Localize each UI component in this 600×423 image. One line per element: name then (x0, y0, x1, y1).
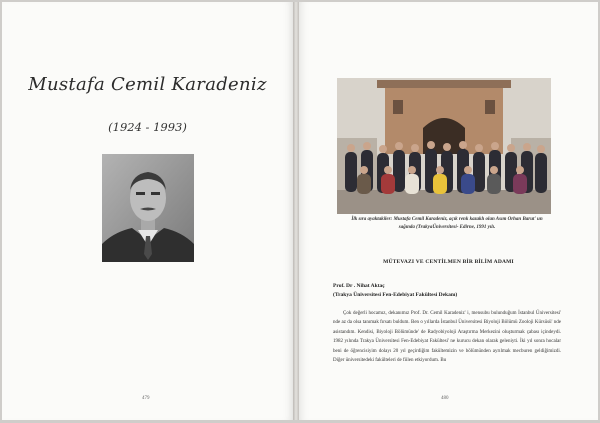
group-photo-illustration (337, 78, 551, 214)
memorial-name-title: Mustafa Cemil Karadeniz (28, 74, 267, 95)
right-page (299, 2, 598, 420)
section-title: MÜTEVAZI VE CENTİLMEN BİR BİLİM ADAMI (383, 259, 514, 265)
photo-caption: İlk sıra ayaktakiler: Mustafa Cemil Karadeniz, açık renk kazaklı olan Asım Orhan Barut' un sağında (TrakyaÜniversitesi- Edirne, 1991 yılı. (351, 217, 543, 230)
body-paragraph: Çok değerli hocamız, dekanımız Prof. Dr. Cemil Karadeniz' i, mensubu bulunduğum İstanbul Üniversitesi' nde az da olsa tanımak fırsatı buldum. Ben o yıllarda İstanbul Üniversitesi Biyoloji Bölümü Zooloji Kürsüsü' nde asistandım. Kendisi, Biyoloji Bölümünde' de Radyobiyoloji Araştırma Merkezini oluşturmak çabası içindeydi. 1982 yılında Trakya Üniversitesi Fen-Edebiyat Fakültesi' ne kurucu dekan olarak geleniyti. İki yıl sonra hocalar beni de öğrencisiyim dolayı 20 yıl geçirdiğim fakültemizin ve bölümünden ayrılmak mecburen geldiğimizdi. Diğer üniversitedeki fakülteleri de fiilen etkiyordum. Bu (333, 311, 561, 364)
portrait-illustration (102, 154, 194, 262)
author-name: Prof. Dr . Nihat Aktaç (333, 283, 385, 289)
left-page (2, 2, 293, 420)
page-number-left: 479 (142, 396, 150, 401)
group-photo (337, 78, 551, 214)
page-number-right: 480 (441, 396, 449, 401)
author-affiliation: (Trakya Üniversitesi Fen-Edebiyat Fakültesi Dekanı) (333, 292, 458, 298)
life-years: (1924 - 1993) (108, 120, 187, 134)
portrait-photo (102, 154, 194, 262)
